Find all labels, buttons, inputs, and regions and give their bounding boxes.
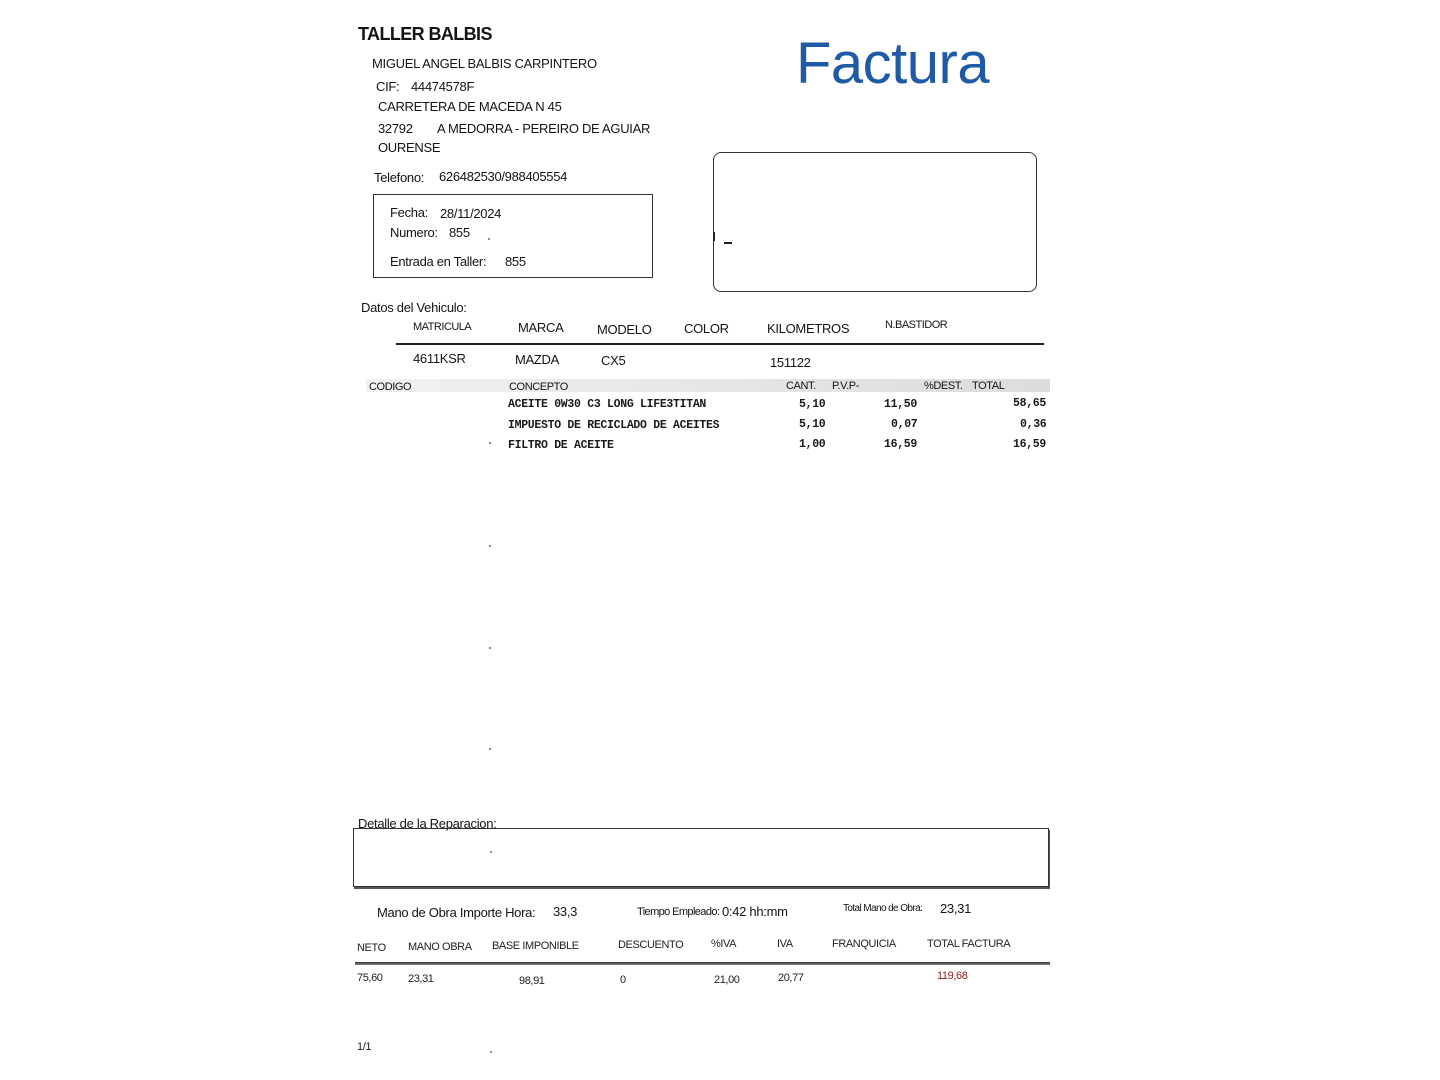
labor-rate-label: Mano de Obra Importe Hora: — [377, 905, 536, 920]
totals-header-franquicia: FRANQUICIA — [832, 938, 896, 950]
labor-total: 23,31 — [940, 901, 972, 916]
company-name: TALLER BALBIS — [358, 24, 492, 44]
vehicle-header-matricula: MATRICULA — [413, 321, 472, 333]
item-cant: 5,10 — [799, 398, 826, 411]
item-concepto: IMPUESTO DE RECICLADO DE ACEITES — [508, 419, 720, 432]
totals-iva: 20,77 — [778, 972, 804, 984]
numero-label: Numero: — [390, 225, 438, 240]
items-header-cant: CANT. — [786, 380, 816, 392]
document-title: Factura — [796, 31, 990, 96]
scan-dot — [489, 647, 491, 649]
company-cif-label: CIF: — [376, 79, 400, 94]
item-cant: 1,00 — [799, 438, 826, 451]
labor-total-label: Total Mano de Obra: — [843, 903, 923, 914]
company-owner: MIGUEL ANGEL BALBIS CARPINTERO — [372, 56, 597, 71]
scan-dot — [490, 851, 492, 853]
totals-pct-iva: 21,00 — [714, 974, 740, 986]
items-header-pvp: P.V.P- — [832, 380, 859, 392]
repair-detail-label: Detalle de la Reparacion: — [358, 816, 497, 831]
totals-divider — [355, 962, 1050, 965]
company-postal-code: 32792 — [378, 121, 413, 136]
vehicle-section-label: Datos del Vehiculo: — [361, 300, 467, 315]
item-concepto: ACEITE 0W30 C3 LONG LIFE3TITAN — [508, 398, 707, 411]
item-pvp: 16,59 — [884, 438, 918, 451]
labor-time: 0:42 hh:mm — [722, 904, 788, 919]
item-concepto: FILTRO DE ACEITE — [508, 439, 614, 452]
totals-descuento: 0 — [620, 974, 626, 986]
item-total: 58,65 — [1013, 397, 1047, 410]
vehicle-header-marca: MARCA — [518, 320, 564, 335]
vehicle-kilometros: 151122 — [770, 355, 811, 370]
scan-mark — [713, 232, 715, 241]
items-header-total: TOTAL — [972, 380, 1005, 392]
items-header-codigo: CODIGO — [369, 381, 412, 393]
fecha-value: 28/11/2024 — [440, 206, 502, 221]
vehicle-marca: MAZDA — [515, 352, 560, 367]
vehicle-header-kilometros: KILOMETROS — [767, 321, 850, 336]
totals-header-descuento: DESCUENTO — [618, 939, 684, 951]
totals-header-base: BASE IMPONIBLE — [492, 940, 579, 952]
company-cif: 44474578F — [411, 79, 475, 94]
scan-dot — [488, 238, 490, 240]
vehicle-modelo: CX5 — [601, 353, 626, 368]
items-header-concepto: CONCEPTO — [509, 381, 568, 393]
item-total: 0,36 — [1020, 418, 1047, 431]
repair-detail-box — [353, 828, 1049, 887]
totals-header-neto: NETO — [357, 942, 386, 954]
totals-header-pct-iva: %IVA — [711, 938, 737, 950]
totals-total-factura: 119,68 — [937, 970, 968, 982]
labor-time-label: Tiempo Empleado: — [637, 906, 720, 918]
totals-header-total-factura: TOTAL FACTURA — [927, 938, 1011, 950]
totals-base: 98,91 — [519, 975, 545, 987]
item-pvp: 11,50 — [884, 398, 918, 411]
totals-header-iva: IVA — [777, 938, 793, 950]
scan-dot — [489, 748, 491, 750]
scan-mark — [724, 242, 732, 244]
company-phone: 626482530/988405554 — [439, 169, 568, 184]
page-number: 1/1 — [357, 1041, 372, 1053]
vehicle-header-modelo: MODELO — [597, 322, 652, 337]
company-province: OURENSE — [378, 140, 441, 155]
item-total: 16,59 — [1013, 438, 1047, 451]
totals-header-mano-obra: MANO OBRA — [408, 941, 472, 953]
vehicle-header-bastidor: N.BASTIDOR — [885, 319, 948, 331]
scan-dot — [489, 442, 491, 444]
vehicle-header-color: COLOR — [684, 321, 729, 336]
company-street: CARRETERA DE MACEDA N 45 — [378, 99, 562, 114]
scan-dot — [489, 545, 491, 547]
labor-rate: 33,3 — [553, 904, 578, 919]
company-city: A MEDORRA - PEREIRO DE AGUIAR — [437, 121, 651, 136]
vehicle-header-divider — [396, 343, 1044, 345]
fecha-label: Fecha: — [390, 205, 428, 220]
item-cant: 5,10 — [799, 418, 826, 431]
totals-mano-obra: 23,31 — [408, 973, 434, 985]
items-header-dest: %DEST. — [924, 380, 963, 392]
numero-value: 855 — [449, 225, 470, 240]
vehicle-matricula: 4611KSR — [413, 351, 466, 366]
totals-neto: 75,60 — [357, 972, 383, 984]
entrada-label: Entrada en Taller: — [390, 254, 487, 269]
item-pvp: 0,07 — [891, 418, 918, 431]
company-phone-label: Telefono: — [374, 170, 425, 185]
scan-dot — [490, 1051, 492, 1053]
customer-address-box — [713, 152, 1037, 292]
entrada-value: 855 — [505, 254, 526, 269]
